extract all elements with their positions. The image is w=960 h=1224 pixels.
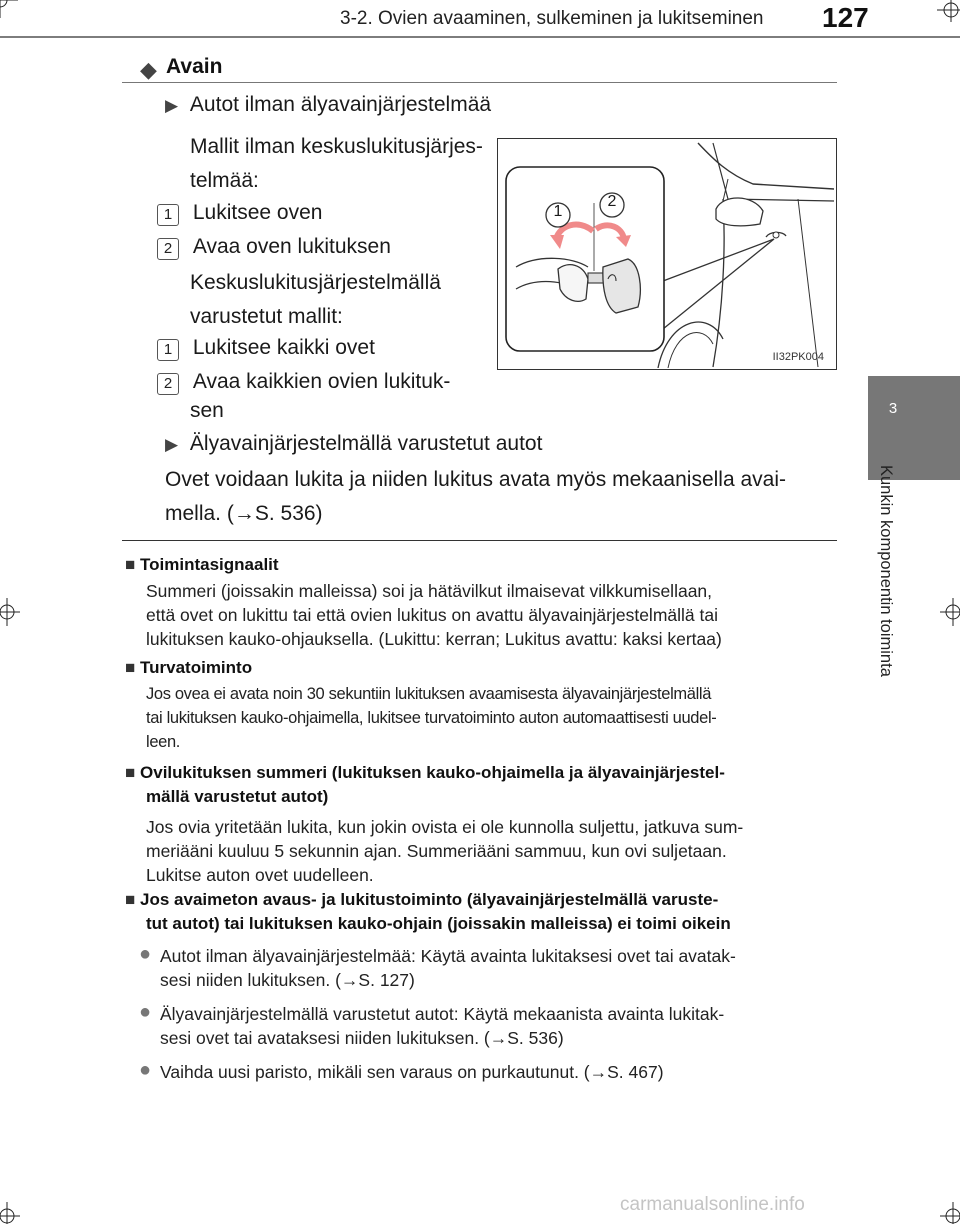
- square-bullet-icon: ■: [125, 555, 136, 574]
- list-item: [125, 1060, 837, 1084]
- number-badge: 2: [157, 238, 179, 260]
- dot-bullet-icon: ●: [139, 1059, 152, 1081]
- subsection-b-line-2: mella. (→S. 536): [165, 502, 323, 525]
- note-line: että ovet on lukittu tai että ovien lukitus on avattu älyavainjärjestelmällä tai: [146, 605, 718, 625]
- subsection-a-heading: [165, 88, 491, 123]
- subsection-a-title: Autot ilman älyavainjärjestelmää: [189, 93, 492, 116]
- list-item: [125, 944, 837, 992]
- bullet-line: Älyavainjärjestelmällä varustetut autot: Käytä mekaanista avainta lukitak-: [160, 1004, 725, 1024]
- number-badge: 1: [157, 339, 179, 361]
- subsection-b-line-1: Ovet voidaan lukita ja niiden lukitus avata myös mekaanisella avai-: [165, 468, 786, 491]
- square-bullet-icon: ■: [125, 890, 136, 909]
- header-rule: [0, 36, 960, 38]
- note-line: lukituksen kauko-ohjauksella. (Lukittu: kerran; Lukitus avattu: kaksi kertaa): [146, 629, 722, 649]
- note-line: Summeri (joissakin malleissa) soi ja hätävilkut ilmaisevat vilkkumisellaan,: [146, 581, 713, 601]
- central-line-1: Keskuslukitusjärjestelmällä: [190, 271, 441, 294]
- no-central-line-1: Mallit ilman keskuslukitusjärjes-: [190, 135, 483, 158]
- list-item-text: Avaa oven lukituksen: [192, 235, 391, 258]
- list-item: [125, 1002, 837, 1050]
- figure-code: II32PK004: [772, 351, 824, 363]
- note-line: Jos ovea ei avata noin 30 sekuntiin lukituksen avaamisesta älyavainjärjestelmällä: [146, 685, 712, 703]
- figure-label-2: 2: [607, 193, 617, 210]
- note-heading: [125, 553, 837, 577]
- subsection-b-title: Älyavainjärjestelmällä varustetut autot: [189, 432, 543, 455]
- triangle-arrow-icon: ▶: [165, 435, 179, 454]
- note-bullets: [125, 944, 837, 1084]
- note-line: Jos ovia yritetään lukita, kun jokin ovista ei ole kunnolla suljettu, jatkuva sum-: [146, 817, 744, 837]
- note-line: meriääni kuuluu 5 sekunnin ajan. Summeriääni sammuu, kun ovi suljetaan.: [146, 841, 727, 861]
- triangle-arrow-icon: ▶: [165, 96, 179, 115]
- central-line-2: varustetut mallit:: [190, 305, 343, 328]
- note-body: [125, 815, 837, 887]
- note-toimintasignaalit: [125, 553, 837, 651]
- running-header-title: 3-2. Ovien avaaminen, sulkeminen ja lukitseminen: [340, 8, 764, 29]
- watermark: carmanualsonline.info: [620, 1194, 805, 1215]
- note-heading-text: Toimintasignaalit: [140, 555, 279, 574]
- no-central-line-2: telmää:: [190, 169, 259, 192]
- note-heading-line-2: tut autot) tai lukituksen kauko-ohjain (joissakin malleissa) ei toimi oikein: [146, 914, 731, 933]
- bullet-line: Autot ilman älyavainjärjestelmää: Käytä avainta lukitaksesi ovet tai avatak-: [160, 946, 736, 966]
- note-ei-toimi-oikein: [125, 888, 837, 1084]
- chapter-number: 3: [888, 400, 898, 417]
- number-badge: 1: [157, 204, 179, 226]
- list-item-text: Avaa kaikkien ovien lukituk-: [192, 370, 451, 393]
- note-line: leen.: [146, 733, 181, 751]
- list-item-text: Lukitsee oven: [192, 201, 323, 224]
- square-bullet-icon: ■: [125, 763, 136, 782]
- note-line: Lukitse auton ovet uudelleen.: [146, 865, 374, 885]
- note-body: [125, 579, 837, 651]
- dot-bullet-icon: ●: [139, 1001, 152, 1023]
- list-item-text: Lukitsee kaikki ovet: [192, 336, 375, 359]
- notes-rule: [122, 540, 837, 541]
- diamond-icon: ◆: [140, 57, 157, 82]
- note-heading-line-2: mällä varustetut autot): [146, 787, 329, 806]
- list-item: [157, 230, 391, 264]
- figure-label-1: 1: [553, 203, 563, 220]
- key-door-illustration: [497, 138, 837, 370]
- subsection-b-heading: [165, 427, 542, 462]
- page-number: 127: [822, 2, 869, 33]
- note-line: tai lukituksen kauko-ohjaimella, lukitsee turvatoiminto auton automaattisesti uudel-: [146, 709, 717, 727]
- note-turvatoiminto: [125, 656, 837, 754]
- section-rule: [122, 82, 837, 83]
- list-item: [157, 196, 322, 230]
- note-heading: [125, 761, 837, 809]
- list-item: [157, 331, 375, 365]
- subsection-b-text: [165, 463, 835, 531]
- note-heading-text: Turvatoiminto: [140, 658, 253, 677]
- note-heading: [125, 888, 837, 936]
- note-ovilukituksen-summeri: [125, 761, 837, 887]
- bullet-line: Vaihda uusi paristo, mikäli sen varaus on purkautunut. (→S. 467): [160, 1062, 664, 1082]
- note-body: [125, 682, 837, 754]
- square-bullet-icon: ■: [125, 658, 136, 677]
- no-central-locking-label: [190, 130, 483, 198]
- note-heading-line-1: Ovilukituksen summeri (lukituksen kauko-ohjaimella ja älyavainjärjestel-: [140, 763, 725, 782]
- bullet-line: sesi niiden lukituksen. (→S. 127): [160, 970, 415, 990]
- chapter-title-vertical: Kunkin komponentin toiminta: [877, 465, 895, 677]
- note-heading: [125, 656, 837, 680]
- number-badge: 2: [157, 373, 179, 395]
- bullet-line: sesi ovet tai avataksesi niiden lukituksen. (→S. 536): [160, 1028, 564, 1048]
- central-locking-label: [190, 266, 441, 334]
- section-title: Avain: [166, 55, 223, 78]
- dot-bullet-icon: ●: [139, 943, 152, 965]
- illustration-drawing: [498, 139, 835, 368]
- note-heading-line-1: Jos avaimeton avaus- ja lukitustoiminto (älyavainjärjestelmällä varuste-: [140, 890, 719, 909]
- list-item-text-cont: sen: [190, 399, 224, 422]
